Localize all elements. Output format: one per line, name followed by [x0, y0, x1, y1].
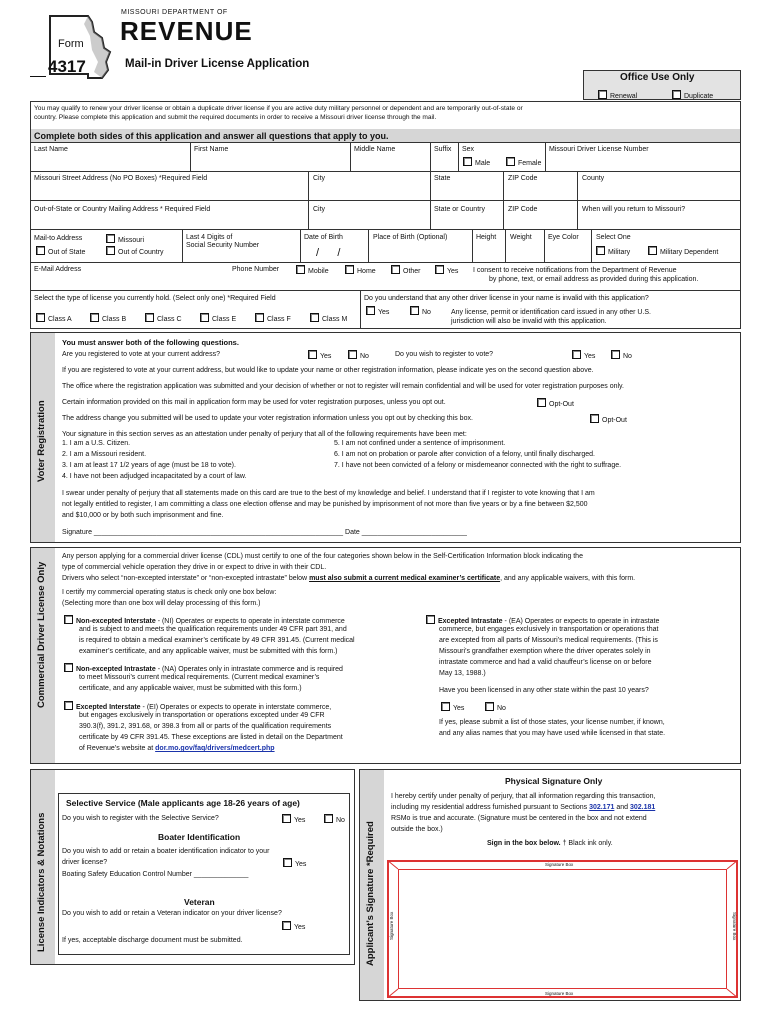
voter-signature-line[interactable]: Signature ________________________________________________________________ Date ___________________________: [62, 529, 467, 536]
voter-para-2: The office where the registration application was submitted and your decision of whether or not to register will remain confidential and will be used for voter registration purposes only.: [62, 383, 624, 390]
invalid-question: Do you understand that any other driver license in your name is invalid with this application?: [364, 295, 649, 302]
last-name-field[interactable]: Last Name: [34, 146, 68, 153]
select-one-label: Select One: [596, 234, 631, 241]
mailing-city-field[interactable]: City: [313, 206, 326, 213]
email-field[interactable]: E-Mail Address: [34, 266, 82, 273]
invalid-yes-checkbox[interactable]: Yes: [366, 306, 389, 317]
form-word: Form: [58, 38, 84, 50]
physical-signature-title: Physical Signature Only: [505, 776, 603, 786]
signature-box-label-right: Signature Box: [732, 912, 737, 941]
veteran-note: If yes, acceptable discharge document must be submitted.: [62, 937, 243, 944]
ea-text-5: intrastate commerce and had a valid chauffeur’s license on or before: [439, 659, 652, 666]
phone-mobile-checkbox[interactable]: Mobile: [296, 265, 329, 276]
sig-cert-line-3: RSMo is true and accurate. (Signature must be centered in the box and not extend: [391, 815, 647, 822]
ea-text-2: commerce, but engages exclusively in transportation or operations that: [439, 626, 659, 633]
oath-line-3: and $10,000 or by both such imprisonment and fine.: [62, 512, 224, 519]
duplicate-checkbox[interactable]: Duplicate: [672, 90, 713, 101]
req-2: 2. I am a Missouri resident.: [62, 451, 147, 458]
non-excepted-interstate-checkbox[interactable]: Non-excepted Interstate - (NI) Operates or expects to operate in interstate commerce: [64, 615, 345, 626]
voter-para-3: Certain information provided on this mail in application form may be used for voter registration purposes, unless you opt out.: [62, 399, 446, 406]
class-m-checkbox[interactable]: Class M: [310, 313, 347, 324]
instruction-bar: Complete both sides of this application and answer all questions that apply to you.: [31, 129, 740, 142]
office-use-title: Office Use Only: [620, 72, 695, 83]
signature-box-label-left: Signature Box: [389, 911, 394, 940]
voter-q1-no-checkbox[interactable]: No: [348, 350, 369, 361]
height-field[interactable]: Height: [476, 234, 497, 241]
ea-text-3: are excepted from all parts of Missouri’s medical requirements. (This is: [439, 637, 658, 644]
eye-color-field[interactable]: Eye Color: [548, 234, 579, 241]
signature-box-frame: [387, 860, 738, 998]
renewal-checkbox[interactable]: Renewal: [598, 90, 637, 101]
boating-control-number[interactable]: Boating Safety Education Control Number ______________: [62, 871, 249, 878]
county-field[interactable]: County: [582, 175, 605, 182]
cdl-line-1: Any person applying for a commercial driver license (CDL) must certify to one of the four categories shown below in the Self-Certification Information block indicating the: [62, 553, 583, 560]
cdl-line-2: type of commercial vehicle operation they drive in or expect to drive in with their CDL.: [62, 564, 327, 571]
phone-home-checkbox[interactable]: Home: [345, 265, 376, 276]
form-title: Mail-in Driver License Application: [125, 58, 310, 70]
state-field[interactable]: State: [434, 175, 451, 182]
veteran-yes-checkbox[interactable]: Yes: [282, 921, 305, 932]
ss-yes-checkbox[interactable]: Yes: [282, 814, 305, 825]
zip-field[interactable]: ZIP Code: [508, 175, 538, 182]
req-1: 1. I am a U.S. Citizen.: [62, 440, 131, 447]
ni-text-2: and is subject to and meets the qualification requirements under 49 CFR part 391, and: [79, 626, 347, 633]
signature-box-label-bottom: Signature Box: [545, 991, 574, 996]
dob-slashes: / /: [316, 247, 341, 259]
cdl-line-4: I certify my commercial operating status is check only one box below:: [62, 589, 277, 596]
agency-top: MISSOURI DEPARTMENT OF: [121, 9, 228, 16]
voter-q2: Do you wish to register to vote?: [395, 351, 494, 358]
military-checkbox[interactable]: Military: [596, 246, 630, 257]
class-f-checkbox[interactable]: Class F: [255, 313, 291, 324]
ei-text-4: certificate by 49 CFR 391.45. These exceptions are listed in detail on the Department: [79, 734, 343, 741]
ssn-label-1[interactable]: Last 4 Digits of: [186, 234, 233, 241]
sign-instruction: Sign in the box below. † Black ink only.: [487, 840, 613, 847]
city-field[interactable]: City: [313, 175, 326, 182]
mailto-missouri-checkbox[interactable]: Missouri: [106, 234, 144, 245]
cdl-side-label: Commercial Driver License Only: [36, 561, 47, 708]
if-yes-line-1: If yes, please submit a list of those states, your license number, if known,: [439, 719, 665, 726]
section-302171-link[interactable]: 302.171: [589, 804, 615, 811]
veteran-question: Do you wish to add or retain a Veteran indicator on your driver license?: [62, 910, 282, 917]
voter-para-4: The address change you submitted will be used to update your voter registration information unless you opt out by checking this box.: [62, 415, 473, 422]
opt-out-1-checkbox[interactable]: Opt-Out: [537, 398, 574, 409]
cdl-line-3: Drivers who select “non-excepted interstate” or “non-excepted intrastate” below must also submit a current medical examiner’s certificate, and any applicable waivers, with this form.: [62, 575, 636, 582]
other-state-no-checkbox[interactable]: No: [485, 702, 506, 713]
sig-cert-line-2: including my residential address furnished pursuant to Sections 302.171 and 302.181: [391, 804, 656, 811]
opt-out-2-checkbox[interactable]: Opt-Out: [590, 414, 627, 425]
mailto-out-of-country-checkbox[interactable]: Out of Country: [106, 246, 164, 257]
first-name-field[interactable]: First Name: [194, 146, 229, 153]
if-yes-line-2: and any alias names that you may have used while licensed in that state.: [439, 730, 666, 737]
class-a-checkbox[interactable]: Class A: [36, 313, 72, 324]
indicators-side-label: License Indicators & Notations: [36, 812, 47, 952]
mailing-address-field[interactable]: Out-of-State or Country Mailing Address * Required Field: [34, 206, 211, 213]
veteran-title: Veteran: [184, 897, 215, 907]
req-7: 7. I have not been convicted of a felony or misdemeanor connected with the right to suffrage.: [334, 462, 622, 469]
ssn-label-2: Social Security Number: [186, 242, 260, 249]
class-c-checkbox[interactable]: Class C: [145, 313, 182, 324]
req-5: 5. I am not confined under a sentence of imprisonment.: [334, 440, 506, 447]
middle-name-field[interactable]: Middle Name: [354, 146, 396, 153]
section-302181-link[interactable]: 302.181: [629, 804, 656, 811]
excepted-intrastate-checkbox[interactable]: Excepted Intrastate - (EA) Operates or expects to operate in intrastate: [426, 615, 659, 626]
ei-text-2: but engages exclusively in transportation or operations excepted under 49 CFR: [79, 712, 325, 719]
ni-text-3: is required to obtain a medical examiner’s certificate by 49 CFR 391.45. (Current medical: [79, 637, 355, 644]
voter-q1: Are you registered to vote at your current address?: [62, 351, 220, 358]
mail-to-label: Mail-to Address: [34, 235, 83, 242]
sig-cert-line-4: outside the box.): [391, 826, 443, 833]
signature-side-label: Applicant’s Signature *Required: [365, 821, 376, 966]
other-state-yes-checkbox[interactable]: Yes: [441, 702, 464, 713]
license-type-label: Select the type of license you currently hold. (Select only one) *Required Field: [34, 295, 276, 302]
excepted-interstate-checkbox[interactable]: Excepted Interstate - (EI) Operates or expects to operate in interstate commerce,: [64, 701, 331, 712]
voter-q2-yes-checkbox[interactable]: Yes: [572, 350, 595, 361]
agency-logo-text: REVENUE: [120, 16, 253, 46]
boater-yes-checkbox[interactable]: Yes: [283, 858, 306, 869]
class-b-checkbox[interactable]: Class B: [90, 313, 126, 324]
medcert-link[interactable]: dor.mo.gov/faq/drivers/medcert.php: [155, 745, 275, 752]
intro-line-1: You may qualify to renew your driver license or obtain a duplicate driver license if you are active duty military personnel or dependent and are temporarily out-of-state or: [34, 105, 523, 112]
male-checkbox[interactable]: Male: [463, 157, 490, 168]
street-address-field[interactable]: Missouri Street Address (No PO Boxes) *Required Field: [34, 175, 208, 182]
consent-line-2: by phone, text, or email address as provided during this application.: [489, 276, 699, 283]
mailing-zip-field[interactable]: ZIP Code: [508, 206, 538, 213]
req-4: 4. I have not been adjudged incapacitated by a court of law.: [62, 473, 247, 480]
class-e-checkbox[interactable]: Class E: [200, 313, 236, 324]
mailto-out-of-state-checkbox[interactable]: Out of State: [36, 246, 85, 257]
selective-service-title: Selective Service (Male applicants age 18-26 years of age): [66, 798, 300, 808]
suffix-field[interactable]: Suffix: [434, 146, 452, 153]
na-text-3: certificate, and any applicable waiver, must be submitted with this form.): [79, 685, 302, 692]
voter-must-answer: You must answer both of the following questions.: [62, 338, 239, 347]
form-number-underline: [30, 76, 46, 77]
intro-line-2: country. Please complete this application and submit the required documents in order to receive a Missouri driver license through the mail.: [34, 114, 437, 121]
state-country-field[interactable]: State or Country: [434, 206, 485, 213]
ea-text-4: Missouri’s grandfather exemption where the driver operates solely in: [439, 648, 651, 655]
form-number: 4317: [48, 57, 86, 76]
voter-q1-yes-checkbox[interactable]: Yes: [308, 350, 331, 361]
weight-field[interactable]: Weight: [510, 234, 532, 241]
phone-other-checkbox[interactable]: Other: [391, 265, 421, 276]
phone-number-label: Phone Number: [232, 266, 280, 273]
consent-line-1: I consent to receive notifications from the Department of Revenue: [473, 267, 677, 274]
dl-number-field[interactable]: Missouri Driver License Number: [549, 146, 649, 153]
other-state-question: Have you been licensed in any other state within the past 10 years?: [439, 687, 649, 694]
ei-text-5: of Revenue’s website at dor.mo.gov/faq/drivers/medcert.php: [79, 745, 275, 752]
return-date-field[interactable]: When will you return to Missouri?: [582, 206, 686, 213]
ni-text-4: examiner’s certificate, and any applicable waiver, must be submitted with this form.): [79, 648, 338, 655]
invalid-note-1: Any license, permit or identification card issued in any other U.S.: [451, 309, 651, 316]
non-excepted-intrastate-checkbox[interactable]: Non-excepted Intrastate - (NA) Operates only in intrastate commerce and is required: [64, 663, 343, 674]
sex-label: Sex: [462, 146, 475, 153]
cdl-line-5: (Selecting more than one box will delay processing of this form.): [62, 600, 261, 607]
voter-para-1: If you are registered to vote at your current address, but would like to update your name or other registration information, please indicate yes on the second question above.: [62, 367, 594, 374]
voter-q2-no-checkbox[interactable]: No: [611, 350, 632, 361]
consent-yes-checkbox[interactable]: Yes: [435, 265, 458, 276]
female-checkbox[interactable]: Female: [506, 157, 541, 168]
military-dependent-checkbox[interactable]: Military Dependent: [648, 246, 718, 257]
na-text-2: to meet Missouri’s current medical requirements. (Current medical examiner’s: [79, 674, 320, 681]
place-of-birth-field[interactable]: Place of Birth (Optional): [373, 234, 448, 241]
ss-no-checkbox[interactable]: No: [324, 814, 345, 825]
voter-registration-side-label: Voter Registration: [36, 400, 47, 482]
dob-field[interactable]: Date of Birth: [304, 234, 343, 241]
signature-box-label-top: Signature Box: [545, 862, 574, 867]
boater-q1: Do you wish to add or retain a boater identification indicator to your: [62, 848, 270, 855]
req-6: 6. I am not on probation or parole after conviction of a felony, until finally discharged.: [334, 451, 595, 458]
oath-line-1: I swear under penalty of perjury that all statements made on this card are true to the best of my knowledge and belief. I understand that if I register to vote knowing that I am: [62, 490, 595, 497]
boater-q2: driver license?: [62, 859, 108, 866]
oath-line-2: not legally entitled to register, I am committing a class one election offense and may be punished by imprisonment of not more than five years or by a fine between $2,500: [62, 501, 588, 508]
req-3: 3. I am at least 17 1/2 years of age (must be 18 to vote).: [62, 462, 236, 469]
sig-cert-line-1: I hereby certify under penalty of perjury, that all information regarding this transaction,: [391, 793, 656, 800]
ei-text-3: 390.3(f), 391.2, 391.68, or 398.3 from all or parts of the qualification requirements: [79, 723, 332, 730]
boater-title: Boater Identification: [158, 832, 241, 842]
ea-text-6: May 13, 1988.): [439, 670, 486, 677]
invalid-note-2: jurisdiction will also be invalid with this application.: [451, 318, 607, 325]
selective-service-question: Do you wish to register with the Selective Service?: [62, 815, 219, 822]
invalid-no-checkbox[interactable]: No: [410, 306, 431, 317]
voter-para-5: Your signature in this section serves as an attestation under penalty of perjury that all of the following requirements have been met:: [62, 431, 467, 438]
